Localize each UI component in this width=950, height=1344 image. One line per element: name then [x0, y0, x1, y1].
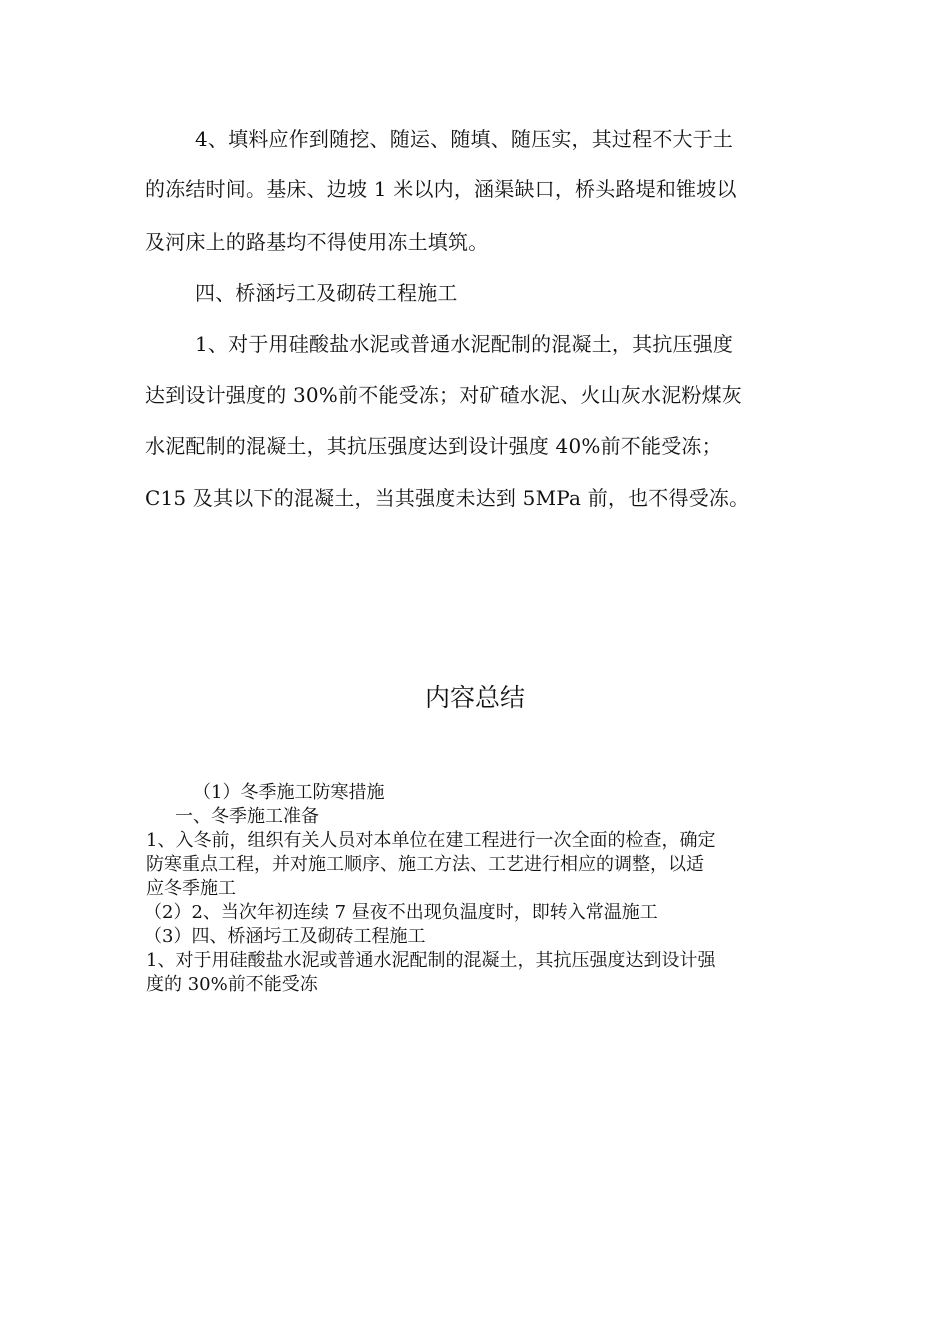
summary-title: 内容总结: [424, 683, 525, 712]
summary-line-3: 1、入冬前，组织有关人员对本单位在建工程进行一次全面的检查，确定: [146, 830, 716, 851]
summary-line-4: 防寒重点工程，并对施工顺序、施工方法、工艺进行相应的调整，以适: [146, 854, 704, 875]
paragraph-4-line-1: 4、填料应作到随挖、随运、随填、随压实，其过程不大于土: [195, 127, 734, 151]
paragraph-1-line-2: 达到设计强度的 30%前不能受冻；对矿碴水泥、火山灰水泥粉煤灰: [145, 383, 743, 407]
summary-line-7: （3）四、桥涵圬工及砌砖工程施工: [144, 926, 426, 947]
summary-line-2: 一、冬季施工准备: [175, 806, 319, 827]
paragraph-4-line-3: 及河床上的路基均不得使用冻土填筑。: [145, 230, 489, 254]
summary-line-5: 应冬季施工: [146, 878, 236, 899]
section-4-heading: 四、桥涵圬工及砌砖工程施工: [195, 281, 458, 305]
paragraph-4-line-2: 的冻结时间。基床、边坡 1 米以内，涵渠缺口，桥头路堤和锥坡以: [145, 177, 737, 201]
summary-line-6: （2）2、当次年初连续 7 昼夜不出现负温度时，即转入常温施工: [144, 902, 658, 923]
summary-line-1: （1）冬季施工防寒措施: [193, 782, 385, 803]
summary-line-9: 度的 30%前不能受冻: [146, 974, 318, 995]
paragraph-1-line-3: 水泥配制的混凝土，其抗压强度达到设计强度 40%前不能受冻；: [145, 434, 722, 458]
paragraph-1-line-4: C15 及其以下的混凝土，当其强度未达到 5MPa 前，也不得受冻。: [145, 486, 750, 510]
summary-line-8: 1、对于用硅酸盐水泥或普通水泥配制的混凝土，其抗压强度达到设计强: [146, 950, 716, 971]
paragraph-1-line-1: 1、对于用硅酸盐水泥或普通水泥配制的混凝土，其抗压强度: [195, 332, 734, 356]
